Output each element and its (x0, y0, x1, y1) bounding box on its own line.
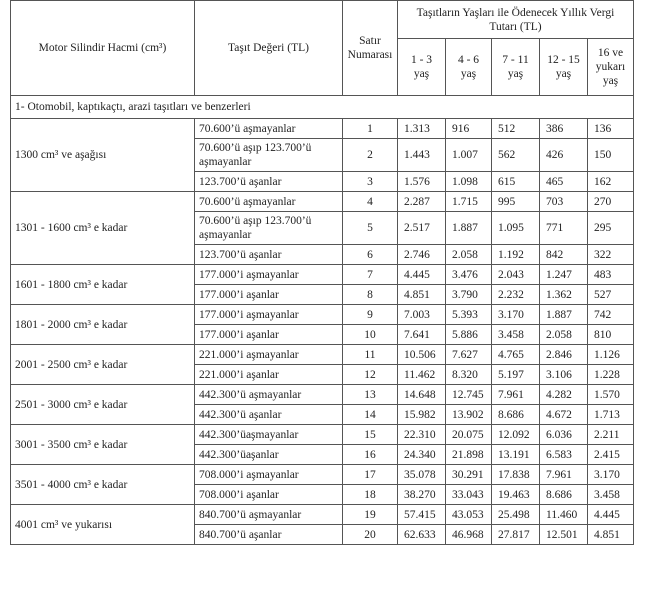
tax-amount-cell: 20.075 (446, 425, 492, 445)
tax-amount-cell: 8.686 (492, 405, 540, 425)
row-number-cell: 8 (343, 285, 398, 305)
tax-amount-cell: 13.902 (446, 405, 492, 425)
tax-amount-cell: 25.498 (492, 505, 540, 525)
row-number-cell: 20 (343, 525, 398, 545)
header-tax-group: Taşıtların Yaşları ile Ödenecek Yıllık Vergi Tutarı (TL) (398, 1, 634, 39)
tax-amount-cell: 3.458 (492, 325, 540, 345)
tax-amount-cell: 4.445 (588, 505, 634, 525)
tax-amount-cell: 3.170 (588, 465, 634, 485)
engine-capacity-cell: 3501 - 4000 cm³ e kadar (11, 465, 195, 505)
header-age-3: 7 - 11 yaş (492, 39, 540, 96)
row-number-cell: 9 (343, 305, 398, 325)
engine-capacity-cell: 1801 - 2000 cm³ e kadar (11, 305, 195, 345)
row-number-cell: 4 (343, 192, 398, 212)
engine-capacity-cell: 1301 - 1600 cm³ e kadar (11, 192, 195, 265)
tax-amount-cell: 2.043 (492, 265, 540, 285)
tax-amount-cell: 30.291 (446, 465, 492, 485)
vehicle-value-cell: 70.600’ü aşıp 123.700’ü aşmayanlar (195, 212, 343, 245)
row-number-cell: 10 (343, 325, 398, 345)
tax-amount-cell: 21.898 (446, 445, 492, 465)
tax-amount-cell: 4.851 (398, 285, 446, 305)
engine-capacity-cell: 4001 cm³ ve yukarısı (11, 505, 195, 545)
tax-amount-cell: 3.476 (446, 265, 492, 285)
tax-amount-cell: 7.641 (398, 325, 446, 345)
table-row (11, 425, 634, 445)
tax-amount-cell: 1.576 (398, 172, 446, 192)
tax-amount-cell: 2.746 (398, 245, 446, 265)
tax-amount-cell: 10.506 (398, 345, 446, 365)
tax-amount-cell: 7.003 (398, 305, 446, 325)
vehicle-value-cell: 442.300’ü aşanlar (195, 405, 343, 425)
vehicle-value-cell: 708.000’i aşmayanlar (195, 465, 343, 485)
tax-amount-cell: 12.745 (446, 385, 492, 405)
vehicle-value-cell: 442.300’üaşanlar (195, 445, 343, 465)
vehicle-value-cell: 70.600’ü aşmayanlar (195, 119, 343, 139)
tax-amount-cell: 12.501 (540, 525, 588, 545)
tax-amount-cell: 527 (588, 285, 634, 305)
table-row (11, 465, 634, 485)
tax-amount-cell: 6.036 (540, 425, 588, 445)
tax-amount-cell: 62.633 (398, 525, 446, 545)
tax-amount-cell: 742 (588, 305, 634, 325)
engine-capacity-cell: 2501 - 3000 cm³ e kadar (11, 385, 195, 425)
tax-amount-cell: 2.517 (398, 212, 446, 245)
tax-amount-cell: 17.838 (492, 465, 540, 485)
tax-amount-cell: 483 (588, 265, 634, 285)
tax-amount-cell: 1.007 (446, 139, 492, 172)
tax-amount-cell: 162 (588, 172, 634, 192)
tax-amount-cell: 1.713 (588, 405, 634, 425)
tax-amount-cell: 1.228 (588, 365, 634, 385)
vehicle-value-cell: 708.000’i aşanlar (195, 485, 343, 505)
engine-capacity-cell: 2001 - 2500 cm³ e kadar (11, 345, 195, 385)
vehicle-value-cell: 221.000’i aşanlar (195, 365, 343, 385)
vehicle-value-cell: 70.600’ü aşmayanlar (195, 192, 343, 212)
tax-amount-cell: 4.445 (398, 265, 446, 285)
row-number-cell: 7 (343, 265, 398, 285)
tax-amount-cell: 4.282 (540, 385, 588, 405)
tax-amount-cell: 12.092 (492, 425, 540, 445)
tax-amount-cell: 7.627 (446, 345, 492, 365)
table-row (11, 345, 634, 365)
tax-amount-cell: 1.887 (446, 212, 492, 245)
tax-amount-cell: 842 (540, 245, 588, 265)
row-number-cell: 19 (343, 505, 398, 525)
vehicle-value-cell: 177.000’i aşmayanlar (195, 305, 343, 325)
tax-amount-cell: 27.817 (492, 525, 540, 545)
row-number-cell: 17 (343, 465, 398, 485)
tax-amount-cell: 270 (588, 192, 634, 212)
tax-amount-cell: 2.287 (398, 192, 446, 212)
tax-amount-cell: 1.570 (588, 385, 634, 405)
tax-amount-cell: 810 (588, 325, 634, 345)
tax-amount-cell: 4.765 (492, 345, 540, 365)
tax-amount-cell: 22.310 (398, 425, 446, 445)
tax-amount-cell: 38.270 (398, 485, 446, 505)
tax-amount-cell: 4.851 (588, 525, 634, 545)
tax-amount-cell: 995 (492, 192, 540, 212)
engine-capacity-cell: 1300 cm³ ve aşağısı (11, 119, 195, 192)
vehicle-value-cell: 442.300’ü aşmayanlar (195, 385, 343, 405)
vehicle-value-cell: 177.000’i aşmayanlar (195, 265, 343, 285)
tax-amount-cell: 46.968 (446, 525, 492, 545)
tax-amount-cell: 57.415 (398, 505, 446, 525)
tax-amount-cell: 11.460 (540, 505, 588, 525)
tax-amount-cell: 5.197 (492, 365, 540, 385)
tax-amount-cell: 6.583 (540, 445, 588, 465)
row-number-cell: 15 (343, 425, 398, 445)
tax-amount-cell: 2.415 (588, 445, 634, 465)
vehicle-value-cell: 840.700’ü aşmayanlar (195, 505, 343, 525)
row-number-cell: 11 (343, 345, 398, 365)
tax-amount-cell: 19.463 (492, 485, 540, 505)
tax-amount-cell: 512 (492, 119, 540, 139)
tax-amount-cell: 2.058 (446, 245, 492, 265)
tax-amount-cell: 1.715 (446, 192, 492, 212)
tax-amount-cell: 1.887 (540, 305, 588, 325)
tax-amount-cell: 35.078 (398, 465, 446, 485)
header-row-number: Satır Numarası (343, 1, 398, 96)
tax-amount-cell: 150 (588, 139, 634, 172)
tax-amount-cell: 3.170 (492, 305, 540, 325)
tax-amount-cell: 703 (540, 192, 588, 212)
tax-amount-cell: 426 (540, 139, 588, 172)
tax-amount-cell: 13.191 (492, 445, 540, 465)
tax-amount-cell: 5.393 (446, 305, 492, 325)
row-number-cell: 13 (343, 385, 398, 405)
row-number-cell: 2 (343, 139, 398, 172)
tax-amount-cell: 24.340 (398, 445, 446, 465)
tax-amount-cell: 136 (588, 119, 634, 139)
table-row (11, 305, 634, 325)
vehicle-value-cell: 177.000’i aşanlar (195, 285, 343, 305)
row-number-cell: 14 (343, 405, 398, 425)
row-number-cell: 5 (343, 212, 398, 245)
row-number-cell: 3 (343, 172, 398, 192)
tax-amount-cell: 465 (540, 172, 588, 192)
tax-amount-cell: 7.961 (540, 465, 588, 485)
tax-amount-cell: 2.232 (492, 285, 540, 305)
tax-amount-cell: 1.247 (540, 265, 588, 285)
table-row (11, 192, 634, 212)
row-number-cell: 18 (343, 485, 398, 505)
vehicle-value-cell: 123.700’ü aşanlar (195, 172, 343, 192)
tax-amount-cell: 43.053 (446, 505, 492, 525)
header-engine: Motor Silindir Hacmi (cm³) (11, 1, 195, 96)
tax-amount-cell: 14.648 (398, 385, 446, 405)
tax-amount-cell: 8.686 (540, 485, 588, 505)
section-title: 1- Otomobil, kaptıkaçtı, arazi taşıtları ve benzerleri (11, 96, 634, 119)
tax-amount-cell: 11.462 (398, 365, 446, 385)
table-row (11, 505, 634, 525)
tax-amount-cell: 1.443 (398, 139, 446, 172)
header-age-5: 16 ve yukarı yaş (588, 39, 634, 96)
tax-amount-cell: 1.098 (446, 172, 492, 192)
tax-amount-cell: 3.790 (446, 285, 492, 305)
tax-amount-cell: 295 (588, 212, 634, 245)
tax-amount-cell: 3.106 (540, 365, 588, 385)
row-number-cell: 6 (343, 245, 398, 265)
vehicle-value-cell: 123.700’ü aşanlar (195, 245, 343, 265)
tax-amount-cell: 1.192 (492, 245, 540, 265)
engine-capacity-cell: 3001 - 3500 cm³ e kadar (11, 425, 195, 465)
vehicle-tax-table (10, 0, 634, 545)
tax-amount-cell: 4.672 (540, 405, 588, 425)
tax-amount-cell: 5.886 (446, 325, 492, 345)
vehicle-value-cell: 70.600’ü aşıp 123.700’ü aşmayanlar (195, 139, 343, 172)
vehicle-value-cell: 442.300’üaşmayanlar (195, 425, 343, 445)
tax-amount-cell: 771 (540, 212, 588, 245)
header-value: Taşıt Değeri (TL) (195, 1, 343, 96)
tax-amount-cell: 916 (446, 119, 492, 139)
tax-amount-cell: 615 (492, 172, 540, 192)
tax-amount-cell: 8.320 (446, 365, 492, 385)
tax-amount-cell: 2.846 (540, 345, 588, 365)
row-number-cell: 12 (343, 365, 398, 385)
row-number-cell: 1 (343, 119, 398, 139)
tax-amount-cell: 3.458 (588, 485, 634, 505)
header-age-2: 4 - 6 yaş (446, 39, 492, 96)
tax-amount-cell: 2.058 (540, 325, 588, 345)
tax-amount-cell: 1.095 (492, 212, 540, 245)
vehicle-value-cell: 221.000’i aşmayanlar (195, 345, 343, 365)
vehicle-value-cell: 840.700’ü aşanlar (195, 525, 343, 545)
tax-amount-cell: 1.126 (588, 345, 634, 365)
table-row (11, 265, 634, 285)
tax-amount-cell: 1.362 (540, 285, 588, 305)
tax-amount-cell: 15.982 (398, 405, 446, 425)
engine-capacity-cell: 1601 - 1800 cm³ e kadar (11, 265, 195, 305)
tax-amount-cell: 386 (540, 119, 588, 139)
header-age-4: 12 - 15 yaş (540, 39, 588, 96)
table-row (11, 385, 634, 405)
tax-amount-cell: 7.961 (492, 385, 540, 405)
table-row (11, 119, 634, 139)
tax-amount-cell: 2.211 (588, 425, 634, 445)
header-age-1: 1 - 3 yaş (398, 39, 446, 96)
tax-amount-cell: 562 (492, 139, 540, 172)
row-number-cell: 16 (343, 445, 398, 465)
tax-amount-cell: 322 (588, 245, 634, 265)
vehicle-value-cell: 177.000’i aşanlar (195, 325, 343, 345)
tax-amount-cell: 1.313 (398, 119, 446, 139)
tax-amount-cell: 33.043 (446, 485, 492, 505)
